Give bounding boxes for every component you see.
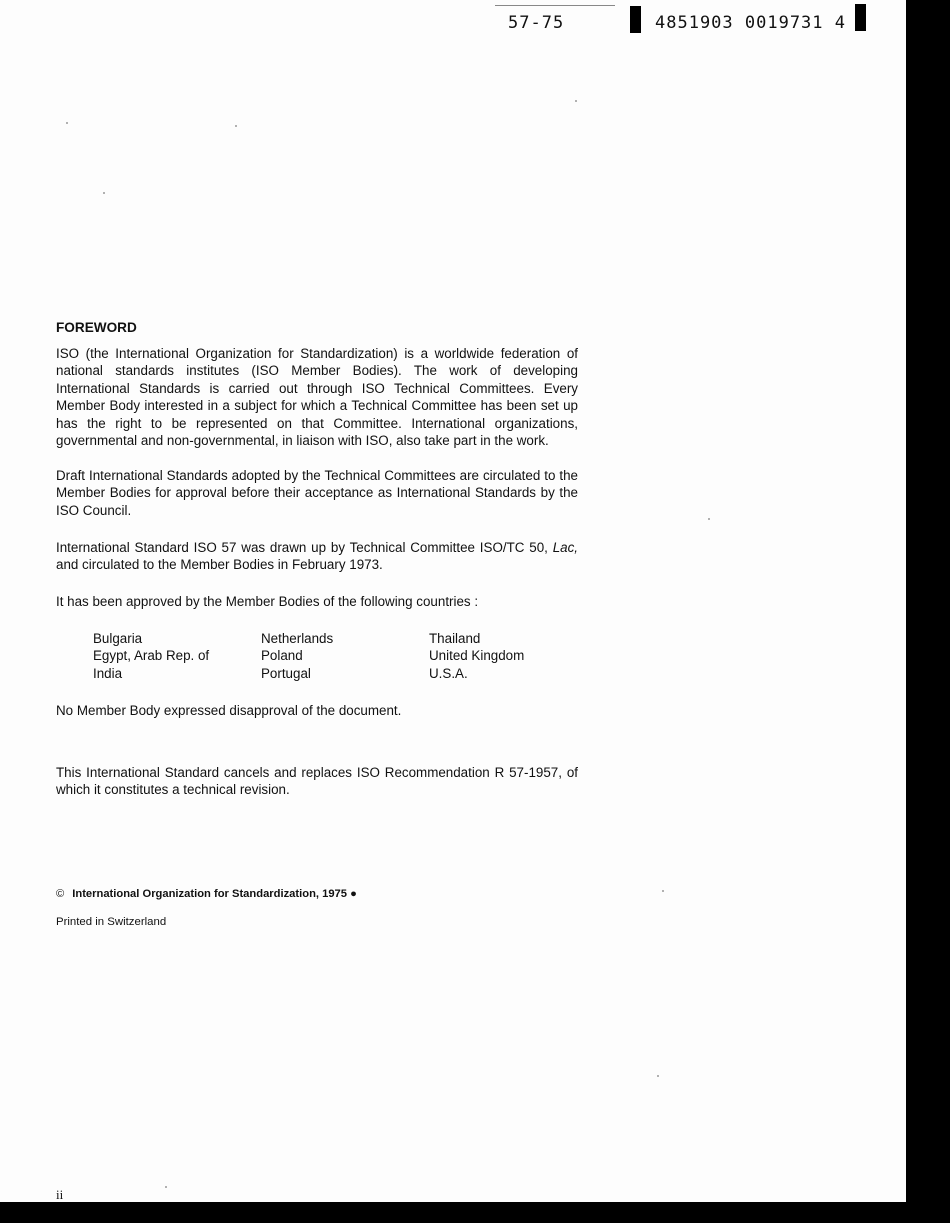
scan-speck xyxy=(657,1075,659,1077)
country-item: United Kingdom xyxy=(429,648,525,664)
country-item: Portugal xyxy=(261,665,311,681)
foreword-paragraph-1: ISO (the International Organization for Standardization) is a worldwide federation of national standards institutes (ISO Member Bodies). The work of developing International Standards is carried out through ISO Technical Committees. Every Member Body interested in a subject for which a Technical Committee has been set up has the right to be represented on that Committee. International organizations, governmental and non-governmental, in liaison with ISO, also take part in the work. xyxy=(56,346,578,449)
barcode-mark-left xyxy=(630,6,641,33)
country-item: U.S.A. xyxy=(429,665,468,681)
country-item: Bulgaria xyxy=(93,631,143,646)
country-column-3 xyxy=(429,630,597,682)
scan-speck xyxy=(165,1186,167,1188)
country-item: Egypt, Arab Rep. of xyxy=(93,648,210,664)
standard-statement-before: International Standard ISO 57 was drawn up by Technical Committee ISO/TC 50, xyxy=(56,540,553,555)
barcode-number: 4851903 0019731 4 xyxy=(655,13,846,33)
document-reference: 57-75 xyxy=(508,13,565,33)
foreword-paragraph-2: Draft International Standards adopted by the Technical Committees are circulated to the Member Bodies for approval before their acceptance as International Standards by the ISO Council. xyxy=(56,468,578,518)
printed-location: Printed in Switzerland xyxy=(56,916,167,928)
copyright-text: International Organization for Standardization, 1975 ● xyxy=(72,888,357,900)
country-item: India xyxy=(93,665,123,681)
disapproval-note: No Member Body expressed disapproval of the document. xyxy=(56,703,402,718)
country-item: Netherlands xyxy=(261,631,334,646)
approval-intro: It has been approved by the Member Bodies of the following countries : xyxy=(56,594,479,609)
country-item: Thailand xyxy=(429,631,481,646)
scan-speck xyxy=(662,890,664,892)
barcode-mark-right xyxy=(855,4,866,31)
scan-speck xyxy=(66,122,68,124)
country-item: Poland xyxy=(261,648,303,664)
scan-speck xyxy=(575,100,577,102)
scan-speck xyxy=(235,125,237,127)
copyright-line xyxy=(56,888,357,900)
scan-rule xyxy=(495,5,615,6)
country-column-1 xyxy=(93,630,261,682)
committee-name: Lac, xyxy=(552,540,578,555)
page-number: ii xyxy=(56,1187,64,1202)
replacement-note: This International Standard cancels and replaces ISO Recommendation R 57-1957, of which it constitutes a technical revision. xyxy=(56,765,578,798)
foreword-title: FOREWORD xyxy=(56,320,137,335)
scan-speck xyxy=(708,518,710,520)
country-column-2 xyxy=(261,630,429,682)
country-list xyxy=(93,630,597,682)
standard-statement-after: and circulated to the Member Bodies in February 1973. xyxy=(56,557,383,573)
standard-statement xyxy=(56,539,578,574)
copyright-icon: © xyxy=(56,888,65,900)
scan-speck xyxy=(103,192,105,194)
